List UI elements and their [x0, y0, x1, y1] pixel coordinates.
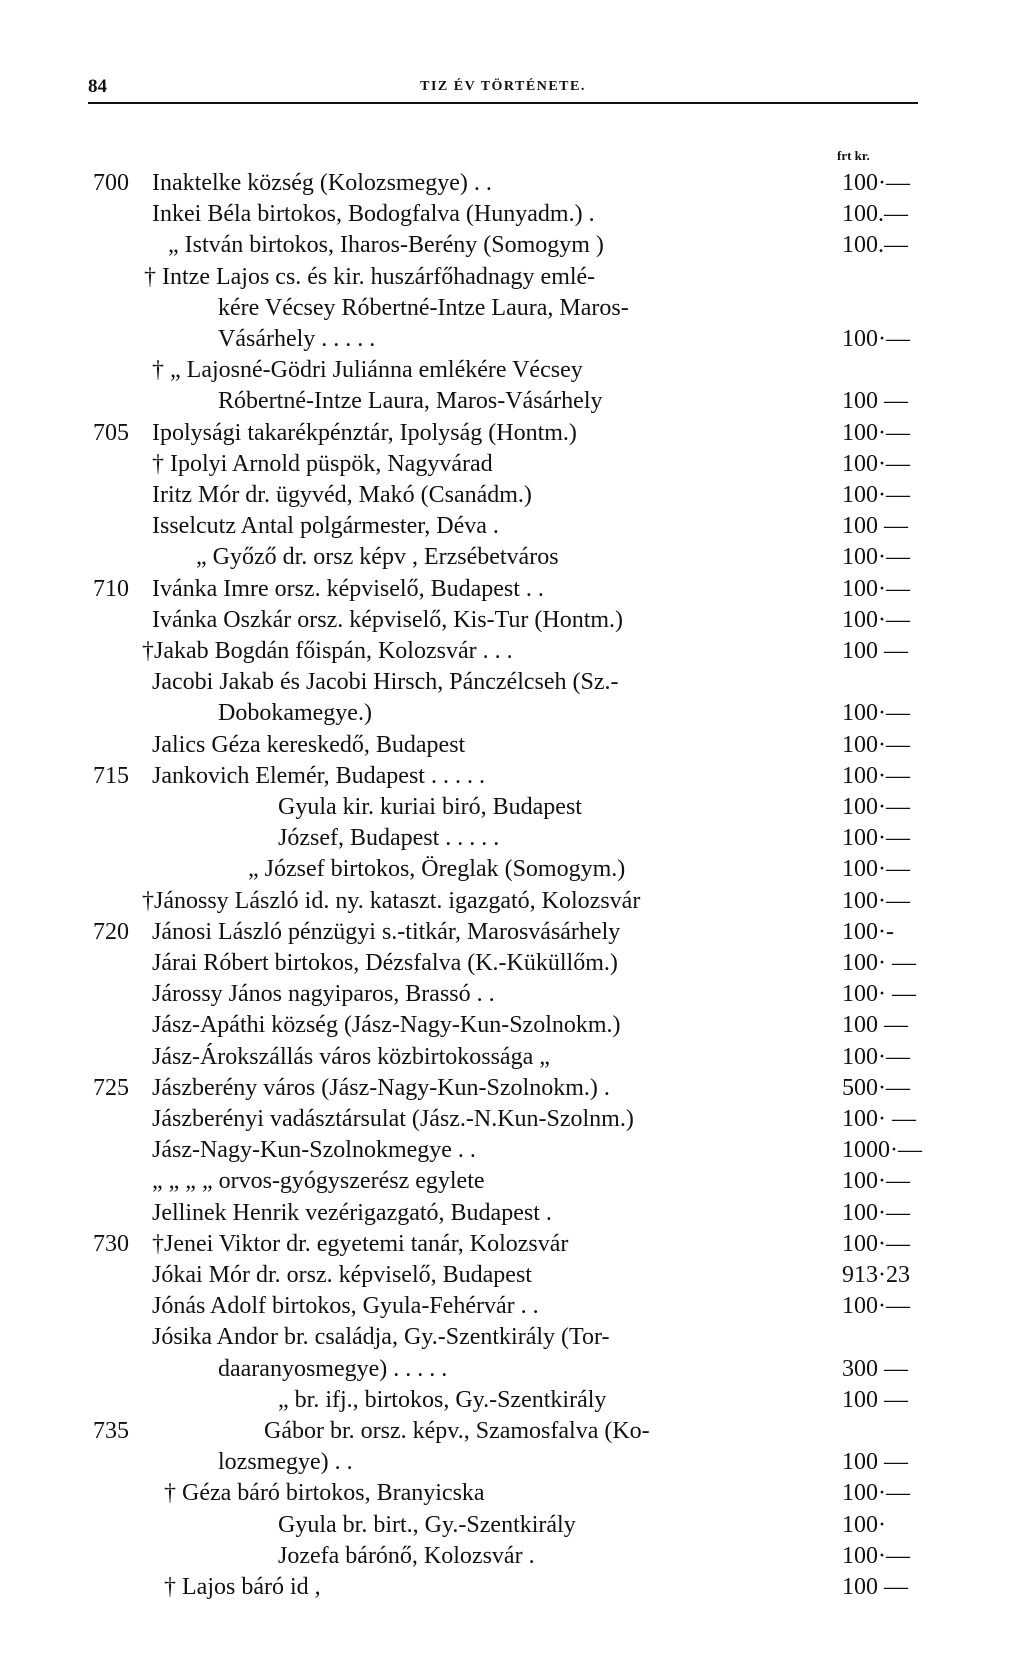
list-item	[0, 418, 1024, 448]
entry-text: †Jánossy László id. ny. kataszt. igazgató, Kolozsvár	[142, 887, 641, 914]
entry-amount: 300 —	[842, 1355, 908, 1382]
list-item	[0, 1042, 1024, 1072]
entry-text: Jászberényi vadásztársulat (Jász.-N.Kun-Szolnm.)	[152, 1106, 634, 1132]
list-item	[0, 917, 1024, 947]
entry-number: 720	[93, 918, 129, 945]
entry-amount: 100·—	[842, 1542, 910, 1569]
entry-number: 730	[93, 1230, 129, 1257]
list-item	[0, 386, 1024, 416]
entry-text: Inkei Béla birtokos, Bodogfalva (Hunyadm.) .	[152, 201, 595, 228]
entry-amount: 100·—	[842, 419, 910, 446]
entry-text: † Lajos báró id ,	[164, 1574, 321, 1600]
entry-amount: 100·—	[842, 762, 910, 789]
list-item	[0, 542, 1024, 572]
entry-amount: 100.—	[842, 232, 908, 259]
entry-text: † Intze Lajos cs. és kir. huszárfőhadnagy emlé-	[144, 263, 596, 290]
list-item	[0, 1260, 1024, 1290]
entry-amount: 913·23	[842, 1262, 910, 1288]
entry-text: József, Budapest . . . . .	[278, 825, 500, 852]
entry-amount: 100.—	[842, 201, 908, 228]
list-item	[0, 1166, 1024, 1196]
entry-amount: 100·—	[842, 575, 910, 602]
entry-text: Jász-Apáthi község (Jász-Nagy-Kun-Szolnokm.)	[152, 1012, 621, 1039]
list-item	[0, 511, 1024, 541]
list-item	[0, 293, 1024, 323]
list-item	[0, 948, 1024, 978]
entry-text: Jász-Nagy-Kun-Szolnokmegye . .	[152, 1137, 476, 1164]
entry-number: 725	[93, 1074, 129, 1101]
entry-amount: 100 —	[842, 1449, 908, 1476]
list-item	[0, 979, 1024, 1009]
list-item	[0, 1572, 1024, 1602]
list-item	[0, 1385, 1024, 1415]
entry-text: Ipolysági takarékpénztár, Ipolyság (Hontm.)	[152, 419, 577, 446]
entry-text: Jászberény város (Jász-Nagy-Kun-Szolnokm.) .	[152, 1074, 610, 1101]
entry-text: Jókai Mór dr. orsz. képviselő, Budapest	[152, 1262, 532, 1288]
list-item	[0, 1229, 1024, 1259]
currency-units-label: frt kr.	[837, 148, 870, 163]
entry-amount: 100 —	[842, 388, 908, 415]
entry-text: Gyula br. birt., Gy.-Szentkirály	[278, 1511, 576, 1538]
list-item	[0, 854, 1024, 884]
entry-text: Jalics Géza kereskedő, Budapest	[152, 731, 466, 758]
list-item	[0, 1291, 1024, 1321]
list-item	[0, 324, 1024, 354]
entry-text: Inaktelke község (Kolozsmegye) . .	[152, 170, 492, 196]
entry-text: Iritz Mór dr. ügyvéd, Makó (Csanádm.)	[152, 482, 532, 508]
running-head: TIZ ÉV TÖRTÉNETE.	[420, 79, 586, 94]
entry-number: 705	[93, 419, 129, 446]
list-item	[0, 168, 1024, 198]
entry-amount: 100·	[842, 1511, 886, 1538]
list-item	[0, 230, 1024, 260]
entry-text: kére Vécsey Róbertné-Intze Laura, Maros-	[218, 294, 629, 321]
entry-amount: 100·—	[842, 544, 910, 571]
entry-text: Ivánka Oszkár orsz. képviselő, Kis-Tur (Hontm.)	[152, 606, 624, 633]
list-item	[0, 792, 1024, 822]
entry-amount: 100·—	[842, 1043, 910, 1070]
list-item	[0, 480, 1024, 510]
entry-text: Jacobi Jakab és Jacobi Hirsch, Pánczélcseh (Sz.-	[152, 669, 619, 696]
list-item	[0, 1510, 1024, 1540]
entry-text: Isselcutz Antal polgármester, Déva .	[152, 513, 499, 540]
entry-number: 735	[93, 1418, 129, 1444]
entry-text: Róbertné-Intze Laura, Maros-Vásárhely	[218, 388, 603, 415]
list-item	[0, 1447, 1024, 1477]
list-item	[0, 449, 1024, 479]
entry-text: †Jakab Bogdán főispán, Kolozsvár . . .	[142, 638, 513, 664]
entry-amount: 100·—	[842, 700, 910, 727]
entry-text: Ivánka Imre orsz. képviselő, Budapest . .	[152, 575, 544, 602]
list-item	[0, 1010, 1024, 1040]
list-item	[0, 698, 1024, 728]
entry-amount: 100·—	[842, 731, 910, 758]
entry-amount: 1000·—	[842, 1137, 922, 1164]
entry-text: Jellinek Henrik vezérigazgató, Budapest .	[152, 1199, 552, 1226]
entry-text: Jósika Andor br. családja, Gy.-Szentkirály (Tor-	[152, 1324, 610, 1351]
entry-amount: 100·—	[842, 326, 910, 352]
entry-text: Gábor br. orsz. képv., Szamosfalva (Ko-	[264, 1418, 650, 1444]
entry-text: Jánosi László pénzügyi s.-titkár, Marosvásárhely	[152, 918, 621, 945]
entry-text: „ br. ifj., birtokos, Gy.-Szentkirály	[278, 1386, 607, 1413]
list-item	[0, 730, 1024, 760]
list-item	[0, 1354, 1024, 1384]
entry-amount: 100 —	[842, 1012, 908, 1039]
entry-amount: 100·—	[842, 606, 910, 633]
entry-text: Járossy János nagyiparos, Brassó . .	[152, 981, 495, 1008]
entry-amount: 100·—	[842, 1230, 910, 1257]
entry-text: „ Győző dr. orsz képv , Erzsébetváros	[196, 544, 559, 571]
entry-amount: 100·-	[842, 918, 894, 945]
entry-amount: 100· —	[842, 1106, 916, 1132]
list-item	[0, 1416, 1024, 1446]
entry-text: Dobokamegye.)	[218, 700, 372, 727]
entry-amount: 100 —	[842, 513, 908, 540]
entry-amount: 100·—	[842, 170, 910, 196]
entry-amount: 100 —	[842, 1574, 908, 1600]
list-item	[0, 1135, 1024, 1165]
entry-amount: 100·—	[842, 1480, 910, 1507]
entry-text: daaranyosmegye) . . . . .	[218, 1355, 448, 1382]
entry-text: Gyula kir. kuriai biró, Budapest	[278, 794, 582, 820]
list-item	[0, 355, 1024, 385]
list-item	[0, 1198, 1024, 1228]
entry-amount: 100· —	[842, 950, 916, 976]
list-item	[0, 262, 1024, 292]
entry-text: „ József birtokos, Öreglak (Somogym.)	[248, 856, 626, 883]
entry-text: †Jenei Viktor dr. egyetemi tanár, Kolozsvár	[152, 1230, 569, 1257]
list-item	[0, 823, 1024, 853]
entry-amount: 100· —	[842, 981, 916, 1008]
entry-text: Járai Róbert birtokos, Dézsfalva (K.-Küküllőm.)	[152, 950, 618, 976]
list-item	[0, 1073, 1024, 1103]
list-item	[0, 1541, 1024, 1571]
list-item	[0, 761, 1024, 791]
entry-amount: 500·—	[842, 1074, 910, 1101]
entry-text: lozsmegye) . .	[218, 1449, 353, 1476]
list-item	[0, 574, 1024, 604]
entry-text: Jász-Árokszállás város közbirtokossága „	[152, 1043, 550, 1070]
entry-amount: 100·—	[842, 1199, 910, 1226]
entry-amount: 100·—	[842, 887, 910, 914]
entry-text: Jónás Adolf birtokos, Gyula-Fehérvár . .	[152, 1293, 539, 1320]
entry-amount: 100·—	[842, 825, 910, 852]
entry-amount: 100·—	[842, 1168, 910, 1195]
entry-text: † Géza báró birtokos, Branyicska	[164, 1480, 485, 1507]
list-item	[0, 636, 1024, 666]
entry-amount: 100·—	[842, 1293, 910, 1320]
entry-number: 710	[93, 575, 129, 602]
list-item	[0, 1104, 1024, 1134]
entry-text: „ „ „ „ orvos-gyógyszerész egylete	[152, 1168, 485, 1195]
entry-text: † „ Lajosné-Gödri Juliánna emlékére Vécsey	[152, 357, 583, 384]
page-number: 84	[88, 76, 107, 97]
entry-number: 700	[93, 170, 129, 196]
list-item	[0, 667, 1024, 697]
list-item	[0, 886, 1024, 916]
entry-text: Vásárhely . . . . .	[218, 326, 376, 352]
entry-text: Jankovich Elemér, Budapest . . . . .	[152, 762, 485, 789]
entry-amount: 100·—	[842, 794, 910, 820]
list-item	[0, 199, 1024, 229]
entry-amount: 100·—	[842, 856, 910, 883]
list-item	[0, 1478, 1024, 1508]
entry-number: 715	[93, 762, 129, 789]
entry-text: „ István birtokos, Iharos-Berény (Somogym )	[168, 232, 604, 259]
list-item	[0, 605, 1024, 635]
entry-text: † Ipolyi Arnold püspök, Nagyvárad	[152, 450, 493, 477]
entry-amount: 100·—	[842, 450, 910, 477]
entry-amount: 100·—	[842, 482, 910, 508]
entry-text: Jozefa bárónő, Kolozsvár .	[278, 1542, 535, 1569]
entry-amount: 100 —	[842, 638, 908, 664]
list-item	[0, 1322, 1024, 1352]
entry-amount: 100 —	[842, 1386, 908, 1413]
